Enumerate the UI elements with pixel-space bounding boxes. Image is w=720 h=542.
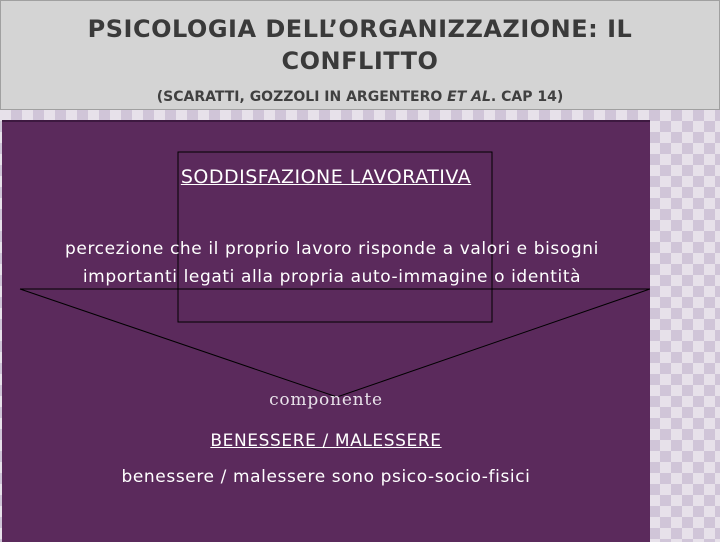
slide-title: PSICOLOGIA DELL’ORGANIZZAZIONE: IL CONFLITTO xyxy=(87,15,633,75)
concept-note: benessere / malessere sono psico-socio-fisici xyxy=(121,467,531,487)
content-panel xyxy=(2,120,650,542)
subtitle-suffix: . CAP 14) xyxy=(490,89,564,105)
subtitle-italic: ET AL xyxy=(447,89,491,105)
definition-text: percezione che il proprio lavoro risponde a valori e bisogni importanti legati alla propria auto-immagine o identità xyxy=(65,239,599,287)
subtitle-prefix: (SCARATTI, GOZZOLI IN ARGENTERO xyxy=(156,89,448,105)
title-box xyxy=(0,0,720,110)
concept-heading: BENESSERE / MALESSERE xyxy=(210,431,442,451)
arrow-label: componente xyxy=(269,390,383,410)
slide-subtitle xyxy=(1,89,719,105)
heading-soddisfazione: SODDISFAZIONE LAVORATIVA xyxy=(180,166,472,188)
funnel-arrow-shape xyxy=(20,289,650,397)
